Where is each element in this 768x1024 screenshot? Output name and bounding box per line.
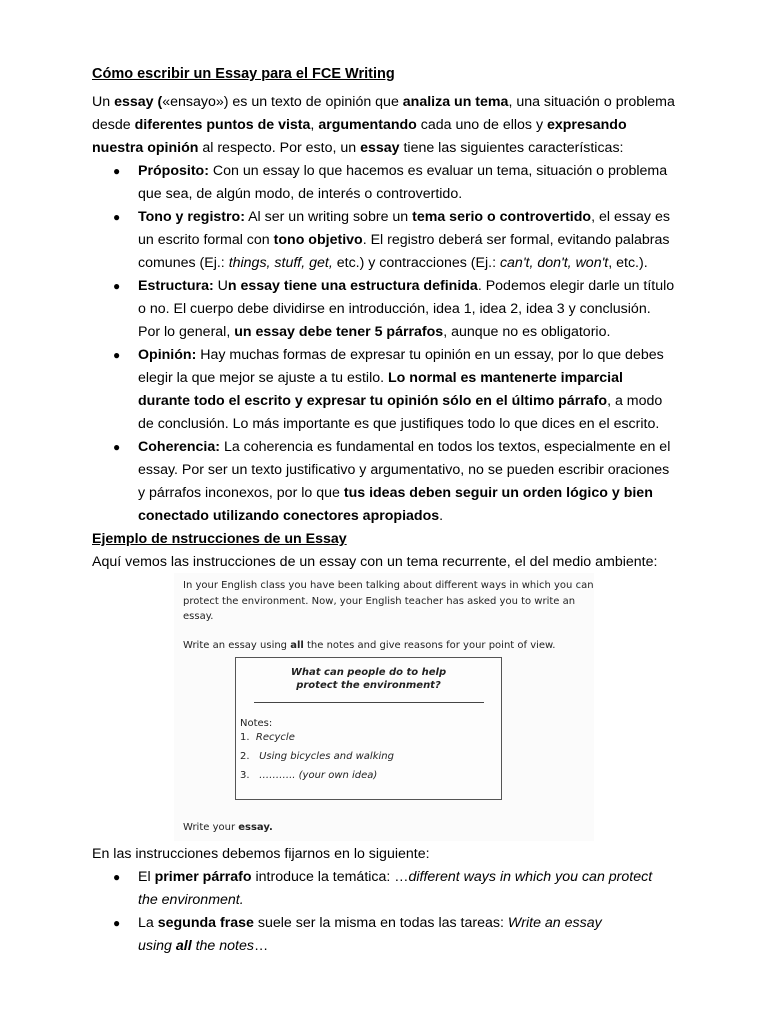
- intro-line-2: [92, 116, 627, 134]
- bold-text: essay (: [114, 94, 163, 110]
- text: suele ser la misma en todas las tareas:: [253, 915, 508, 931]
- bold-text: un essay debe tener 5 párrafos: [234, 324, 444, 340]
- text: Hay muchas formas de expresar tu opinión en un essay, por lo que debes: [196, 347, 664, 363]
- bold-text: Estructura:: [138, 278, 214, 294]
- estructura-line-3: [138, 323, 610, 341]
- bullet-icon: ●: [113, 916, 121, 930]
- task-line-3: essay.: [183, 611, 214, 622]
- task-image: [174, 573, 594, 841]
- after-bullet-2-line-2: [138, 937, 268, 955]
- task-line-2: protect the environment. Now, your English teacher has asked you to write an: [183, 596, 576, 607]
- text: , a modo: [607, 393, 663, 409]
- task-instruction: [183, 639, 556, 653]
- notes-label: Notes:: [240, 718, 273, 729]
- text: Write an essay using: [183, 640, 291, 651]
- bold-text: Lo normal es mantenerte imparcial: [388, 370, 623, 386]
- text: al respecto. Por esto, un: [198, 140, 361, 156]
- note-text: Using bicycles and walking: [259, 751, 394, 762]
- note-text: Recycle: [255, 732, 295, 743]
- opinion-line-3: [138, 392, 662, 410]
- task-notes-box: [235, 657, 502, 800]
- text: Un: [92, 94, 115, 110]
- divider: [254, 702, 484, 703]
- note-number: 2.: [240, 751, 250, 762]
- example-intro: Aquí vemos las instrucciones de un essay con un tema recurrente, el del medio ambiente:: [92, 554, 658, 570]
- example-heading: Ejemplo de nstrucciones de un Essay: [92, 531, 347, 547]
- tono-line-1: [138, 208, 670, 226]
- bold-text: Próposito:: [138, 163, 209, 179]
- note-number: 3.: [240, 770, 250, 781]
- coherencia-line-3: [138, 484, 653, 502]
- bold-text: diferentes puntos de vista: [134, 117, 311, 133]
- italic-text: can't, don't, won't: [499, 255, 609, 271]
- italic-text: the environment.: [138, 892, 244, 908]
- text: y párrafos inconexos, por lo que: [138, 485, 344, 501]
- task-line-1: In your English class you have been talking about different ways in which you can: [183, 580, 594, 591]
- note-item: [240, 732, 295, 743]
- bold-text: Opinión:: [138, 347, 197, 363]
- text: un escrito formal con: [138, 232, 274, 248]
- note-number: 1.: [240, 732, 250, 743]
- italic-text: Write an essay: [507, 915, 602, 931]
- task-question-line-1: What can people do to help: [290, 667, 447, 678]
- after-intro: En las instrucciones debemos fijarnos en lo siguiente:: [92, 846, 430, 862]
- text: tiene las siguientes características:: [399, 140, 624, 156]
- text: , etc.).: [608, 255, 648, 271]
- text: comunes (Ej.:: [138, 255, 229, 271]
- bold-text: tono objetivo: [273, 232, 363, 248]
- text: desde: [92, 117, 135, 133]
- opinion-line-1: [138, 346, 664, 364]
- bold-text: all: [290, 640, 304, 651]
- note-text: ……….. (your own idea): [259, 770, 378, 781]
- bullet-icon: ●: [113, 210, 121, 224]
- bold-text: n essay tiene una estructura definida: [227, 278, 478, 294]
- bold-text: Coherencia:: [138, 439, 220, 455]
- bullet-icon: ●: [113, 164, 121, 178]
- text: introduce la temática: …: [251, 869, 409, 885]
- bullet-icon: ●: [113, 870, 121, 884]
- tono-line-3: [138, 254, 648, 272]
- text: Al ser un writing sobre un: [244, 209, 413, 225]
- note-item: [240, 770, 377, 781]
- text: . Podemos elegir darle un título: [477, 278, 675, 294]
- intro-line-1: [92, 93, 675, 111]
- bullet-icon: ●: [113, 440, 121, 454]
- text: La coherencia es fundamental en todos los textos, especialmente en el: [220, 439, 671, 455]
- tono-line-2: [138, 231, 669, 249]
- bold-text: tus ideas deben seguir un orden lógico y bien: [343, 485, 653, 501]
- text: ,: [310, 117, 319, 133]
- text: Por lo general,: [138, 324, 235, 340]
- text: U: [213, 278, 228, 294]
- proposito-line-1: [138, 162, 667, 180]
- text: Write your: [183, 822, 239, 833]
- italic-text: things, stuff, get,: [228, 255, 333, 271]
- opinion-line-4: de conclusión. Lo más importante es que justifiques todo lo que dices en el escrito.: [138, 416, 660, 432]
- bold-text: essay.: [238, 822, 273, 833]
- intro-line-3: [92, 139, 623, 157]
- bold-text: durante todo el escrito y expresar tu opinión sólo en el último párrafo: [138, 393, 608, 409]
- text: …: [253, 938, 269, 954]
- text: the notes and give reasons for your point of view.: [303, 640, 556, 651]
- proposito-line-2: que sea, de algún modo, de interés o controvertido.: [138, 186, 463, 202]
- text: etc.) y contracciones (Ej.:: [332, 255, 500, 271]
- text: El: [138, 869, 155, 885]
- bold-italic-text: all: [175, 938, 192, 954]
- bold-text: primer párrafo: [154, 869, 252, 885]
- italic-text: using: [138, 938, 176, 954]
- text: .: [439, 508, 444, 524]
- estructura-line-1: [138, 277, 674, 295]
- bold-text: conectado utilizando conectores apropiados: [138, 508, 440, 524]
- after-bullet-2-line-1: [138, 914, 602, 932]
- bold-text: argumentando: [318, 117, 417, 133]
- note-item: [240, 751, 394, 762]
- bold-text: Tono y registro:: [138, 209, 245, 225]
- text: «ensayo») es un texto de opinión que: [162, 94, 403, 110]
- bullet-icon: ●: [113, 279, 121, 293]
- task-footer: [183, 821, 273, 835]
- coherencia-line-4: [138, 507, 443, 525]
- bold-text: tema serio o controvertido: [412, 209, 592, 225]
- coherencia-line-2: essay. Por ser un texto justificativo y argumentativo, no se pueden escribir oraciones: [138, 462, 670, 478]
- bold-text: nuestra opinión: [92, 140, 199, 156]
- text: Con un essay lo que hacemos es evaluar un tema, situación o problema: [208, 163, 668, 179]
- bold-text: expresando: [546, 117, 627, 133]
- bold-text: essay: [360, 140, 400, 156]
- coherencia-line-1: [138, 438, 670, 456]
- italic-text: different ways in which you can protect: [408, 869, 653, 885]
- bullet-icon: ●: [113, 348, 121, 362]
- task-question-line-2: protect the environment?: [296, 680, 441, 691]
- text: , una situación o problema: [508, 94, 675, 110]
- after-bullet-1-line-2: [138, 891, 244, 909]
- text: elegir la que mejor se ajuste a tu estilo.: [138, 370, 388, 386]
- text: . El registro deberá ser formal, evitando palabras: [362, 232, 670, 248]
- bold-text: segunda frase: [157, 915, 254, 931]
- text: , el essay es: [591, 209, 670, 225]
- bold-text: analiza un tema: [402, 94, 509, 110]
- after-bullet-1-line-1: [138, 868, 652, 886]
- italic-text: the notes: [191, 938, 254, 954]
- opinion-line-2: [138, 369, 623, 387]
- text: La: [138, 915, 158, 931]
- text: cada uno de ellos y: [416, 117, 547, 133]
- page-title: Cómo escribir un Essay para el FCE Writing: [92, 66, 395, 82]
- estructura-line-2: o no. El cuerpo debe dividirse en introducción, idea 1, idea 2, idea 3 y conclusión.: [138, 301, 651, 317]
- text: , aunque no es obligatorio.: [443, 324, 611, 340]
